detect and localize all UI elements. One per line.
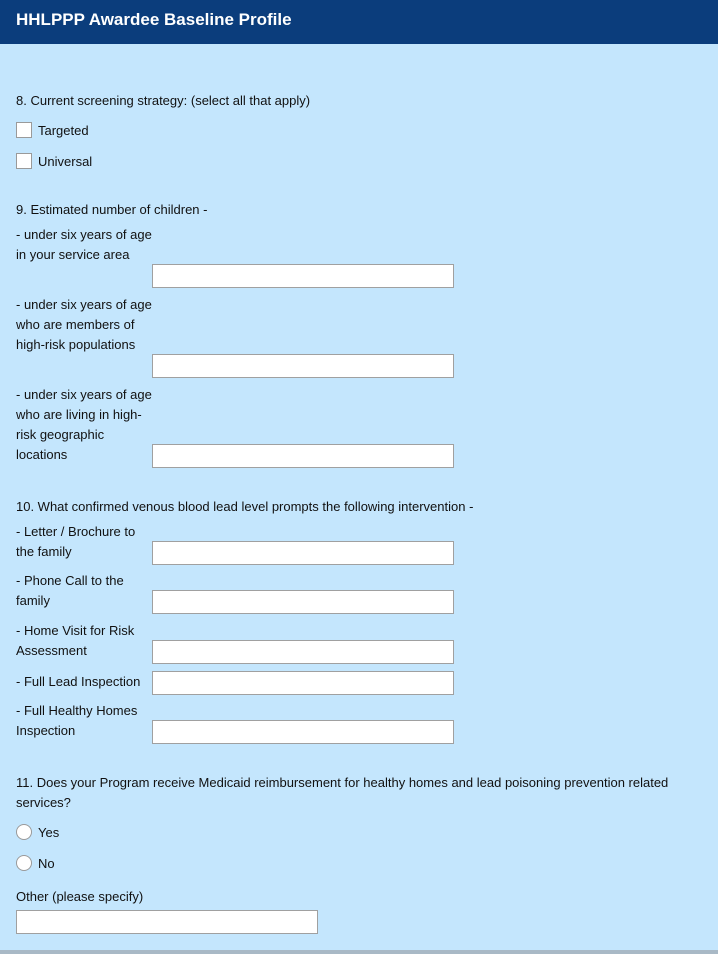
q9-high-risk-populations-input[interactable]	[152, 354, 454, 378]
no-radio[interactable]	[16, 855, 32, 871]
universal-checkbox[interactable]	[16, 153, 32, 169]
q10-phone-label: - Phone Call to the family	[16, 573, 124, 608]
q10-healthy-homes-input[interactable]	[152, 720, 454, 744]
q10-home-visit-input[interactable]	[152, 640, 454, 664]
q9-service-area-label: - under six years of age in your service area	[16, 227, 152, 262]
q9-service-area-input[interactable]	[152, 264, 454, 288]
q10-lead-inspection-input[interactable]	[152, 671, 454, 695]
other-input[interactable]	[16, 910, 318, 934]
yes-label[interactable]: Yes	[38, 825, 60, 840]
page-header	[0, 0, 718, 44]
page-title: HHLPPP Awardee Baseline Profile	[16, 10, 292, 29]
targeted-checkbox[interactable]	[16, 122, 32, 138]
q9-high-risk-locations-input[interactable]	[152, 444, 454, 468]
q10-lead-inspection-label: - Full Lead Inspection	[16, 674, 141, 689]
q9-high-risk-populations-label: - under six years of age who are members of high-risk populations	[16, 297, 152, 352]
other-label: Other (please specify)	[16, 889, 144, 904]
q9-question: 9. Estimated number of children -	[16, 202, 208, 217]
no-label[interactable]: No	[38, 856, 55, 871]
q10-phone-input[interactable]	[152, 590, 454, 614]
q8-question: 8. Current screening strategy: (select all that apply)	[16, 93, 311, 108]
q9-high-risk-locations-label: - under six years of age who are living in high-risk geographic locations	[16, 387, 152, 462]
q10-home-visit-label: - Home Visit for Risk Assessment	[16, 623, 135, 658]
targeted-label[interactable]: Targeted	[38, 123, 89, 138]
q10-letter-input[interactable]	[152, 541, 454, 565]
q10-letter-label: - Letter / Brochure to the family	[16, 524, 136, 559]
q11-question: 11. Does your Program receive Medicaid reimbursement for healthy homes and lead poisoning prevention related services?	[16, 775, 669, 810]
q10-healthy-homes-label: - Full Healthy Homes Inspection	[16, 703, 138, 738]
q10-question: 10. What confirmed venous blood lead level prompts the following intervention -	[16, 499, 474, 514]
universal-label[interactable]: Universal	[38, 154, 93, 169]
bottom-divider	[0, 950, 718, 954]
yes-radio[interactable]	[16, 824, 32, 840]
